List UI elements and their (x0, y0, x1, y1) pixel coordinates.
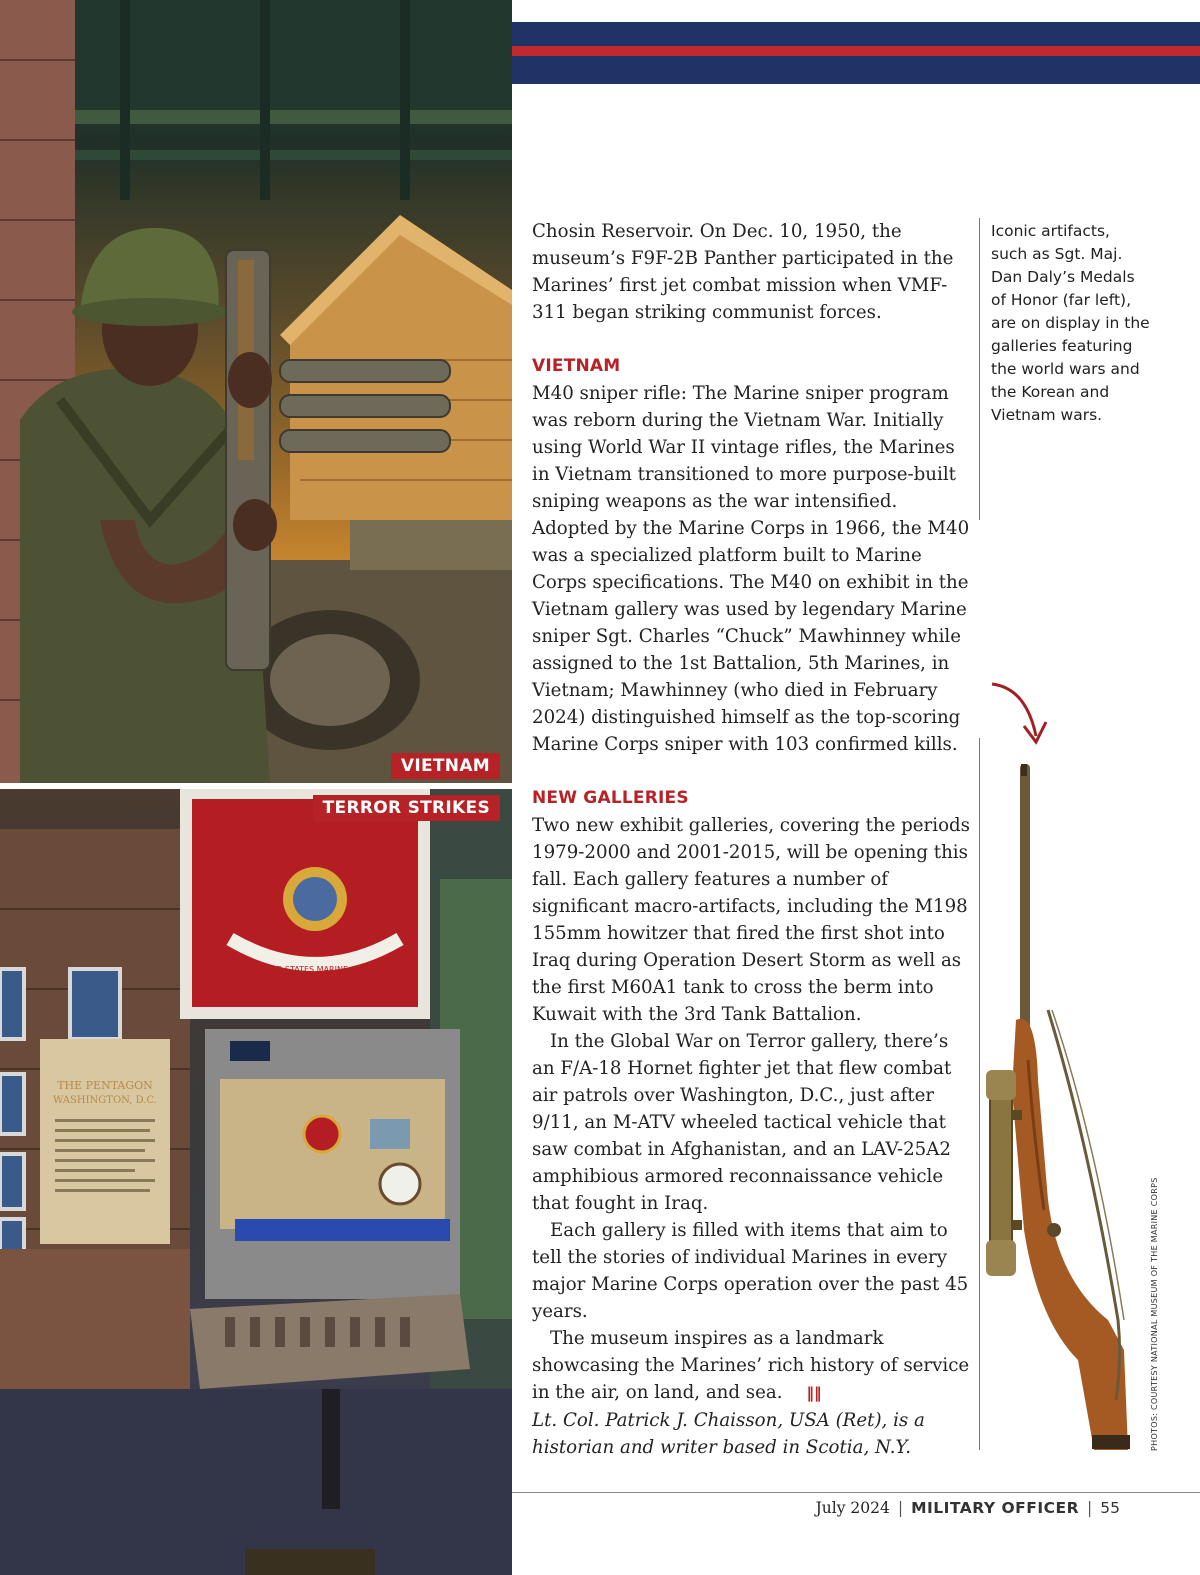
galleries-paragraph-1: Two new exhibit galleries, covering the periods 1979-2000 and 2001-2015, will be opening this fall. Each gallery features a number of significant macro-artifacts, including the M198 155mm howitzer that fired the first shot into Iraq during Operation Desert Storm as well as the first M60A1 tank to cross the berm into Kuwait with the 3rd Tank Battalion. (532, 815, 970, 1025)
issue-date: July 2024 (815, 1499, 890, 1517)
photo-credit: PHOTOS: COURTESY NATIONAL MUSEUM OF THE MARINE CORPS (1150, 1177, 1159, 1451)
author-byline: Lt. Col. Patrick J. Chaisson, USA (Ret), is a historian and writer based in Scotia, N.Y. (532, 1410, 925, 1458)
vietnam-photo-label: VIETNAM (391, 753, 500, 779)
curved-arrow-icon (986, 676, 1056, 750)
plaque-title-line2: WASHINGTON, D.C. (53, 1095, 157, 1106)
vietnam-diorama-illustration (0, 0, 512, 783)
terror-gallery-illustration (0, 789, 512, 1575)
flag-text: UNITED STATES MARINE CORPS (252, 965, 378, 974)
page-footer (816, 1496, 1120, 1520)
article-body (532, 218, 970, 1461)
vietnam-gallery-photo (0, 0, 512, 783)
footer-separator: | (1087, 1499, 1093, 1517)
galleries-paragraph-4: The museum inspires as a landmark showcasing the Marines’ rich history of service in the air, on land, and sea. (532, 1328, 970, 1403)
stripe-navy-bottom (512, 56, 1200, 84)
flag-stripes-banner (512, 22, 1200, 84)
photo-caption: Iconic artifacts, such as Sgt. Maj. Dan Daly’s Medals of Honor (far left), are on display in the galleries featuring the world wars and the Korean and Vietnam wars. (991, 222, 1150, 424)
vietnam-heading: VIETNAM (532, 356, 621, 376)
galleries-paragraph-2: In the Global War on Terror gallery, there’s an F/A-18 Hornet fighter jet that flew combat air patrols over Washington, D.C., just after 9/11, an M-ATV wheeled tactical vehicle that saw combat in Afghanistan, and an LAV-25A2 amphibious armored reconnaissance vehicle that fought in Iraq. (532, 1031, 952, 1214)
terror-strikes-gallery-photo (0, 789, 512, 1575)
stripe-navy-top (512, 22, 1200, 46)
sidebar-rule-top (979, 218, 980, 520)
stripe-red (512, 46, 1200, 56)
galleries-paragraph-3: Each gallery is filled with items that aim to tell the stories of individual Marines in every major Marine Corps operation over the past 45 years. (532, 1220, 969, 1322)
plaque-title-line1: THE PENTAGON (57, 1079, 153, 1092)
intro-paragraph: Chosin Reservoir. On Dec. 10, 1950, the museum’s F9F-2B Panther participated in the Marines’ first jet combat mission when VMF-311 began striking communist forces. (532, 221, 954, 323)
vietnam-paragraph: M40 sniper rifle: The Marine sniper program was reborn during the Vietnam War. Initially using World War II vintage rifles, the Marines in Vietnam transitioned to more purpose-built sniping weapons as the war intensified. Adopted by the Marine Corps in 1966, the M40 was a specialized platform built to Marine Corps specifications. The M40 on exhibit in the Vietnam gallery was used by legendary Marine sniper Sgt. Charles “Chuck” Mawhinney while assigned to the 1st Battalion, 5th Marines, in Vietnam; Mawhinney (who died in February 2024) distinguished himself as the top-scoring Marine Corps sniper with 103 confirmed kills. (532, 383, 970, 755)
m40-sniper-rifle-image (978, 760, 1148, 1450)
magazine-name: MILITARY OFFICER (911, 1499, 1080, 1517)
new-galleries-heading: NEW GALLERIES (532, 788, 689, 808)
terror-strikes-photo-label: TERROR STRIKES (313, 795, 500, 821)
footer-separator: | (897, 1499, 904, 1517)
page-number: 55 (1100, 1499, 1120, 1517)
footer-rule (512, 1492, 1200, 1493)
end-mark-icon: ‖‖ (806, 1384, 822, 1402)
